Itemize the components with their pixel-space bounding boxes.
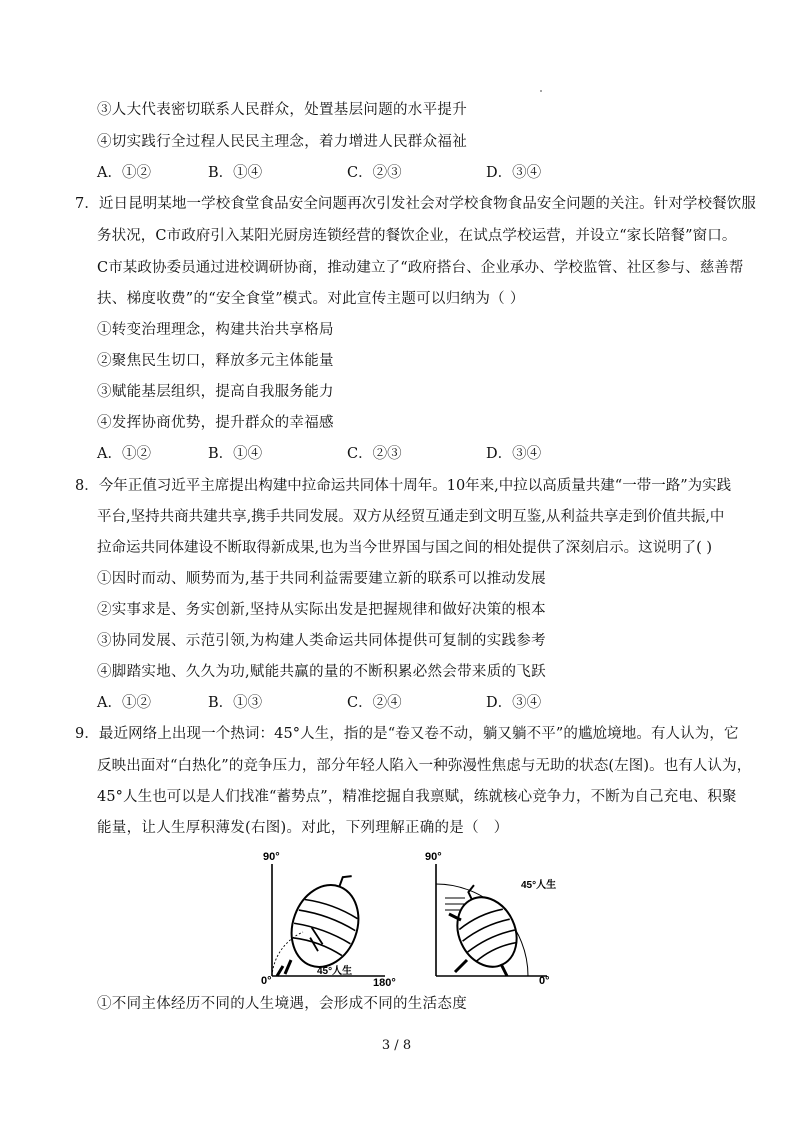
- q7-stem-line-2: 务状况，C市政府引入某阳光厨房连锁经营的餐饮企业，在试点学校运营，并设立“家长陪餐”窗口。: [97, 228, 737, 244]
- q7-item-1: ①转变治理理念，构建共治共享格局: [97, 322, 334, 338]
- prev-option-a: A．①②: [97, 165, 151, 181]
- q9-stem-line-4: 能量，让人生厚积薄发(右图)。对此，下列理解正确的是（ ）: [97, 820, 509, 836]
- prev-item-4: ④切实践行全过程人民民主理念，着力增进人民群众福祉: [97, 134, 467, 150]
- q7-option-a: A．①②: [97, 446, 151, 462]
- left-tag: 45°人生: [317, 966, 353, 977]
- prev-option-d: D．③④: [486, 165, 542, 181]
- q7-stem-line-3: C市某政协委员通过进校调研协商，推动建立了“政府搭台、企业承办、学校监管、社区参与、慈善帮: [97, 260, 744, 276]
- speck: [540, 90, 542, 92]
- q7-option-c: C．②③: [347, 446, 402, 462]
- left-top-label: 90°: [263, 851, 280, 863]
- q8-item-1: ①因时而动、顺势而为,基于共同利益需要建立新的联系可以推动发展: [97, 571, 546, 587]
- right-end-label: 0°: [539, 975, 550, 987]
- right-character: [441, 877, 527, 977]
- left-character: [281, 862, 375, 976]
- right-top-label: 90°: [425, 851, 442, 863]
- q7-item-3: ③赋能基层组织，提高自我服务能力: [97, 384, 334, 400]
- q9-stem-line-1: 9．最近网络上出现一个热词：45°人生，指的是“卷又卷不动，躺又躺不平”的尴尬境地。有人认为，它: [75, 726, 739, 742]
- q7-stem-line-4: 扶、梯度收费”的“安全食堂”模式。对此宣传主题可以归纳为（ ）: [97, 291, 525, 307]
- forty-five-degree-life-figure: [255, 848, 595, 988]
- page-number: 3 / 8: [381, 1038, 412, 1053]
- left-panel: [261, 851, 396, 988]
- q8-item-4: ④脚踏实地、久久为功,赋能共赢的量的不断积累必然会带来质的飞跃: [97, 664, 546, 680]
- prev-item-3: ③人大代表密切联系人民群众，处置基层问题的水平提升: [97, 102, 467, 118]
- q9-stem-line-2: 反映出面对“白热化”的竞争压力，部分年轻人陷入一种弥漫性焦虑与无助的状态(左图)。也有人认为，: [97, 758, 752, 774]
- q8-option-d: D．③④: [486, 695, 542, 711]
- right-tag: 45°人生: [521, 880, 557, 891]
- q8-option-c: C．②④: [347, 695, 402, 711]
- q7-option-b: B．①④: [208, 446, 263, 462]
- q9-item-1: ①不同主体经历不同的人生境遇，会形成不同的生活态度: [97, 996, 467, 1012]
- q8-stem-line-1: 8．今年正值习近平主席提出构建中拉命运共同体十周年。10年来,中拉以高质量共建“一带一路”为实践: [75, 478, 732, 494]
- left-end-label: 180°: [373, 977, 396, 988]
- q8-option-a: A．①②: [97, 695, 151, 711]
- q8-stem-line-2: 平台,坚持共商共建共享,携手共同发展。双方从经贸互通走到文明互鉴,从利益共享走到价值共振,中: [97, 509, 725, 525]
- q7-item-2: ②聚焦民生切口，释放多元主体能量: [97, 353, 334, 369]
- right-panel: [425, 851, 556, 987]
- left-origin-label: 0°: [261, 975, 272, 987]
- q8-item-2: ②实事求是、务实创新,坚持从实际出发是把握规律和做好决策的根本: [97, 602, 546, 618]
- q7-item-4: ④发挥协商优势，提升群众的幸福感: [97, 415, 334, 431]
- q9-stem-line-3: 45°人生也可以是人们找准“蓄势点”，精准挖掘自我禀赋，练就核心竞争力，不断为自己充电、积聚: [97, 789, 737, 805]
- q7-stem-line-1: 7．近日昆明某地一学校食堂食品安全问题再次引发社会对学校食物食品安全问题的关注。针对学校餐饮服: [75, 196, 756, 212]
- q8-option-b: B．①③: [208, 695, 263, 711]
- prev-option-b: B．①④: [208, 165, 263, 181]
- q8-item-3: ③协同发展、示范引领,为构建人类命运共同体提供可复制的实践参考: [97, 633, 546, 649]
- q8-stem-line-3: 拉命运共同体建设不断取得新成果,也为当今世界国与国之间的相处提供了深刻启示。这说明了( ): [97, 540, 713, 556]
- prev-option-c: C．②③: [347, 165, 402, 181]
- q7-option-d: D．③④: [486, 446, 542, 462]
